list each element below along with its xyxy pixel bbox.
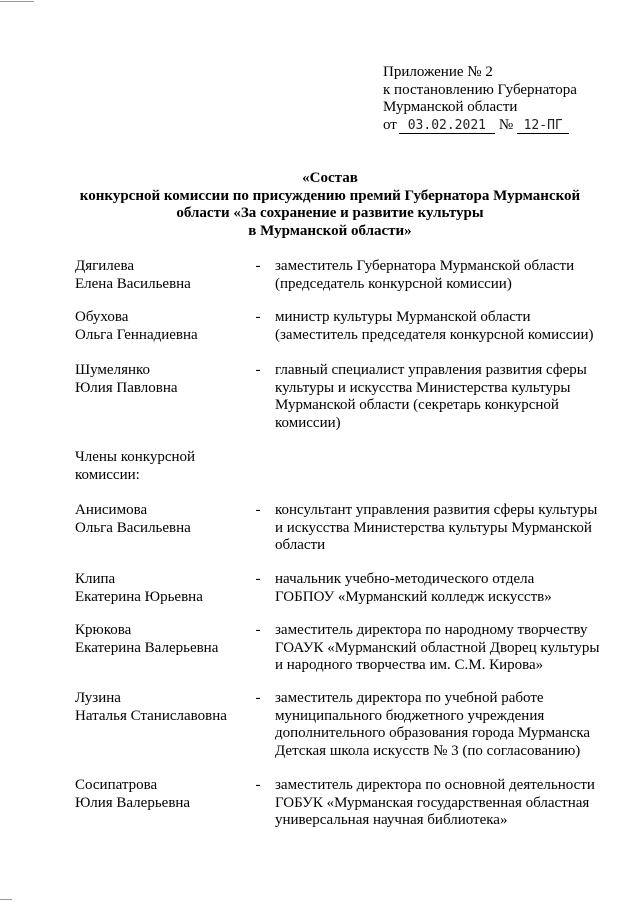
role-line: заместитель Губернатора Мурманской области — [275, 258, 575, 274]
role-line: Детская школа искусств № 3 (по согласованию) — [275, 742, 581, 759]
role-line: заместитель директора по основной деятельности — [275, 777, 595, 793]
role-line: ГОАУК «Мурманский областной Дворец культуры — [275, 639, 600, 656]
role-line: заместитель директора по народному творчеству — [275, 622, 588, 638]
scan-mark-bottom-left — [0, 899, 12, 900]
person-role — [275, 362, 620, 432]
person-role — [275, 690, 620, 760]
person-given-name: Екатерина Юрьевна — [75, 588, 203, 605]
person-role — [275, 777, 620, 830]
person-surname: Обухова — [75, 309, 129, 325]
role-line: консультант управления развития сферы культуры — [275, 502, 598, 518]
separator-dash: - — [255, 777, 261, 793]
number-sign: № — [498, 116, 514, 133]
title-line-3: области «За сохранение и развитие культуры — [176, 205, 484, 221]
person-surname: Крюкова — [75, 622, 132, 638]
role-line: Мурманской области (секретарь конкурсной — [275, 397, 559, 413]
document-title — [70, 170, 590, 240]
person-name — [75, 502, 245, 537]
person-role — [275, 571, 620, 606]
person-surname: Анисимова — [75, 502, 148, 518]
role-line: (председатель конкурсной комиссии) — [275, 275, 512, 292]
role-line: начальник учебно-методического отдела — [275, 571, 535, 587]
role-line: и народного творчества им. С.М. Кирова» — [275, 657, 544, 673]
appendix-region: Мурманской области — [383, 99, 518, 115]
person-given-name: Екатерина Валерьевна — [75, 639, 219, 656]
appendix-number: Приложение № 2 — [383, 64, 493, 80]
person-role — [275, 622, 620, 675]
separator-dash: - — [255, 571, 261, 587]
person-given-name: Юлия Валерьевна — [75, 794, 191, 811]
person-name — [75, 362, 245, 397]
person-surname: Шумелянко — [75, 362, 151, 378]
title-line-4: в Мурманской области» — [248, 222, 412, 239]
person-role — [275, 258, 620, 293]
role-line: главный специалист управления развития сферы — [275, 362, 587, 378]
person-given-name: Наталья Станиславовна — [75, 707, 227, 724]
role-line: ГОБУК «Мурманская государственная областная — [275, 794, 590, 811]
person-surname: Клипа — [75, 571, 116, 587]
members-header-line: комиссии: — [75, 466, 140, 483]
person-given-name: Ольга Геннадиевна — [75, 326, 198, 343]
separator-dash: - — [255, 622, 261, 638]
decree-date: 03.02.2021 — [399, 118, 495, 134]
separator-dash: - — [255, 362, 261, 378]
role-line: дополнительного образования города Мурманска — [275, 725, 591, 741]
members-header-line: Члены конкурсной — [75, 449, 196, 465]
title-line-1: «Состав — [302, 170, 358, 186]
role-line: министр культуры Мурманской области — [275, 309, 531, 325]
role-line: ГОБПОУ «Мурманский колледж искусств» — [275, 588, 552, 605]
appendix-date-line — [383, 117, 577, 135]
role-line: области — [275, 537, 326, 553]
date-prefix: от — [383, 116, 397, 133]
person-name — [75, 571, 245, 606]
role-line: комиссии) — [275, 414, 341, 431]
role-line: и искусства Министерства культуры Мурманской — [275, 519, 592, 536]
role-line: культуры и искусства Министерства культуры — [275, 379, 571, 396]
person-name — [75, 777, 245, 812]
scan-mark-top-left — [0, 1, 34, 2]
person-name — [75, 690, 245, 725]
person-name — [75, 309, 245, 344]
role-line: заместитель директора по учебной работе — [275, 690, 544, 706]
person-given-name: Ольга Васильевна — [75, 519, 191, 536]
role-line: универсальная научная библиотека» — [275, 812, 508, 828]
separator-dash: - — [255, 690, 261, 706]
separator-dash: - — [255, 502, 261, 518]
role-line: муниципального бюджетного учреждения — [275, 707, 545, 724]
person-given-name: Елена Васильевна — [75, 275, 191, 292]
person-role — [275, 502, 620, 555]
person-surname: Лузина — [75, 690, 121, 706]
person-surname: Сосипатрова — [75, 777, 158, 793]
separator-dash: - — [255, 258, 261, 274]
separator-dash: - — [255, 309, 261, 325]
members-header — [75, 449, 245, 484]
title-line-2: конкурсной комиссии по присуждению премий Губернатора Мурманской — [79, 187, 581, 204]
person-given-name: Юлия Павловна — [75, 379, 178, 396]
appendix-block — [383, 64, 577, 134]
appendix-decree: к постановлению Губернатора — [383, 81, 577, 98]
person-name — [75, 258, 245, 293]
person-name — [75, 622, 245, 657]
role-line: (заместитель председателя конкурсной комиссии) — [275, 326, 594, 343]
decree-number: 12-ПГ — [517, 118, 569, 134]
person-role — [275, 309, 620, 344]
person-surname: Дягилева — [75, 258, 134, 274]
